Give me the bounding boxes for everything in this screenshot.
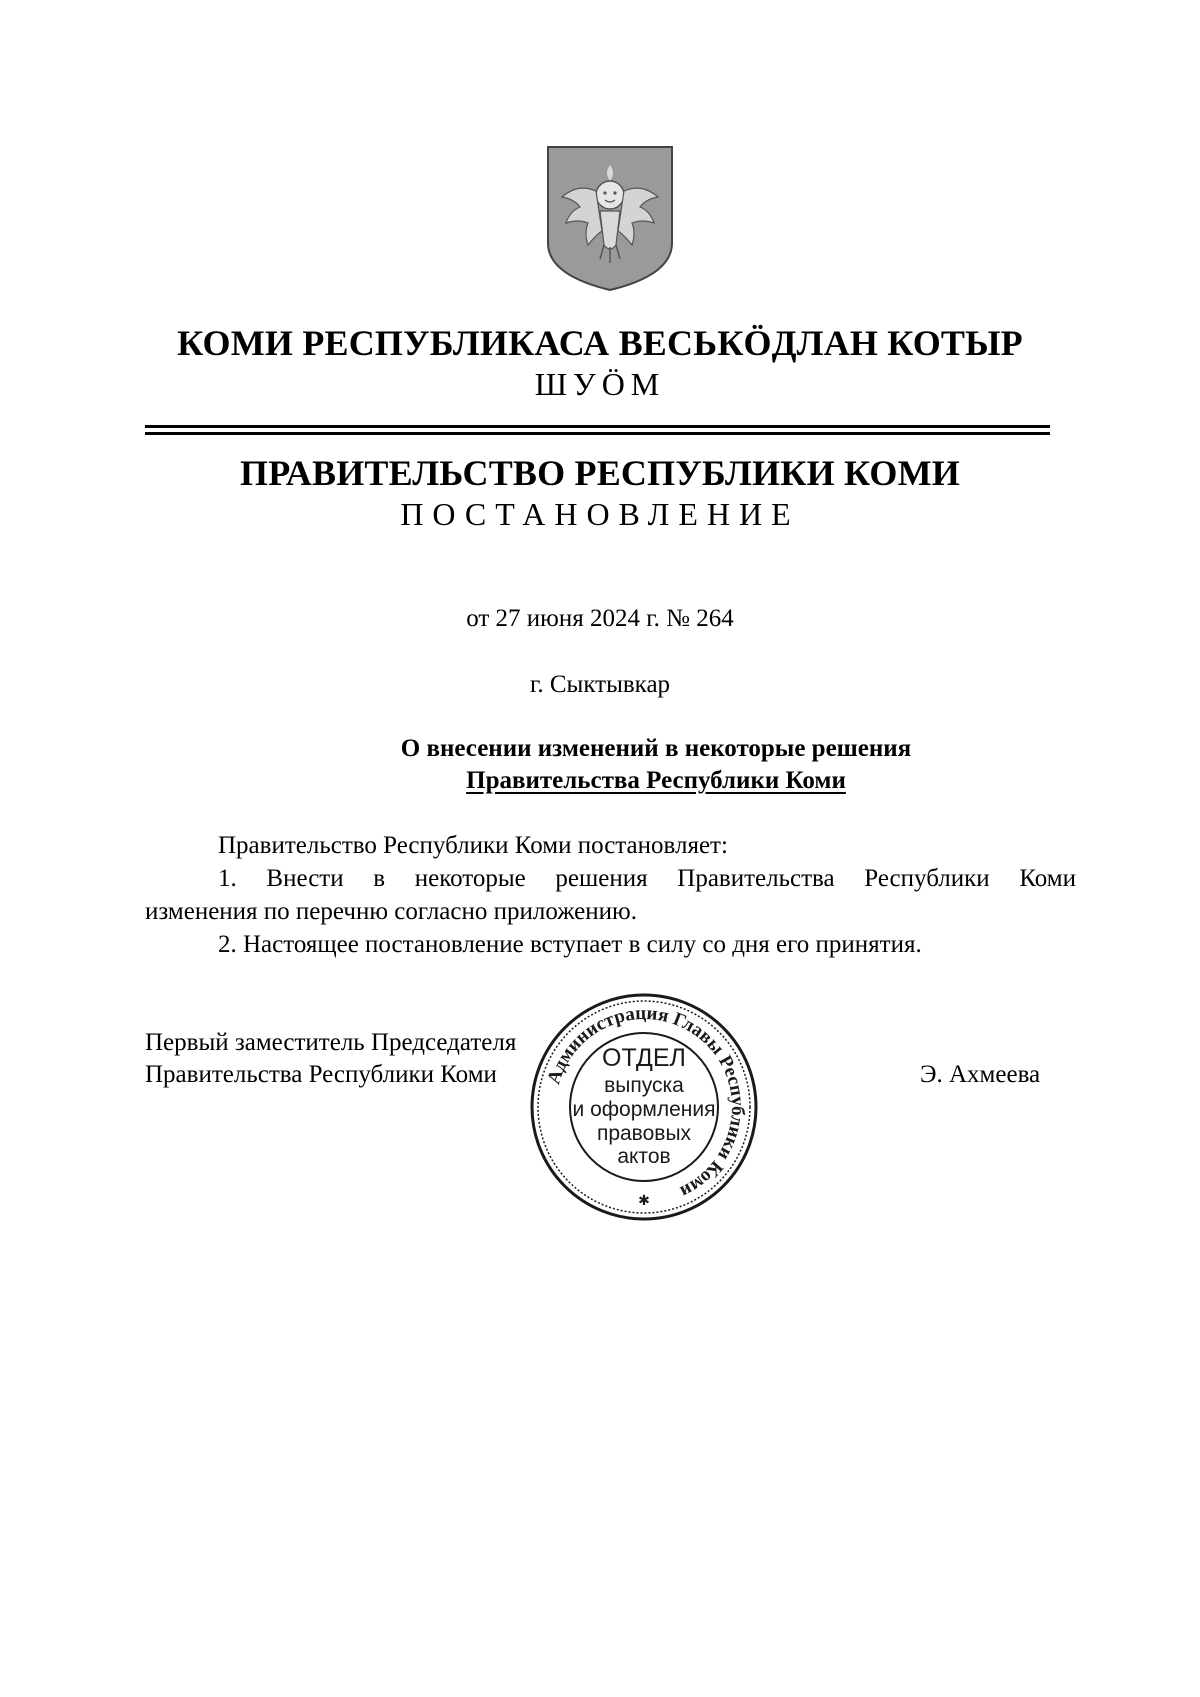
coat-of-arms-icon: [544, 143, 676, 292]
komi-government-title: КОМИ РЕСПУБЛИКАСА ВЕСЬКӦДЛАН КОТЫР: [177, 323, 1023, 363]
document-city: г. Сыктывкар: [529, 671, 671, 698]
item1-line2: изменения по перечню согласно приложению.: [145, 898, 637, 925]
signatory-name: Э. Ахмеева: [920, 1061, 1041, 1088]
ru-government-title: ПРАВИТЕЛЬСТВО РЕСПУБЛИКИ КОМИ: [240, 453, 960, 493]
document-date-number: от 27 июня 2024 г. № 264: [466, 605, 734, 632]
stamp-ring-text: Администрация Главы Республики Коми: [543, 1002, 749, 1203]
komi-document-type: ШУӦМ: [534, 366, 666, 402]
stamp-center-line: и оформления: [572, 1098, 716, 1121]
signatory-position-line2: Правительства Республики Коми: [145, 1061, 497, 1088]
stamp-center-line: выпуска: [604, 1074, 684, 1097]
item2-text: 2. Настоящее постановление вступает в силу со дня его принятия.: [218, 931, 922, 958]
document-subject-line2: Правительства Республики Коми: [466, 767, 846, 794]
stamp-star-icon: ✱: [638, 1194, 650, 1209]
stamp-center-line: ОТДЕЛ: [602, 1044, 686, 1072]
item1-line1: 1. Внести в некоторые решения Правительства Республики Коми: [218, 865, 1076, 892]
preamble-text: Правительство Республики Коми постановляет:: [218, 832, 728, 859]
document-subject-line1: О внесении изменений в некоторые решения: [400, 735, 912, 762]
stamp-center-line: правовых: [596, 1122, 692, 1145]
ru-document-type: ПОСТАНОВЛЕНИЕ: [400, 496, 800, 532]
stamp-center-line: актов: [617, 1145, 671, 1168]
official-stamp: [528, 991, 760, 1223]
header-rule-bottom: [145, 432, 1050, 435]
signatory-position-line1: Первый заместитель Председателя: [145, 1029, 517, 1056]
header-rule-top: [145, 425, 1050, 428]
